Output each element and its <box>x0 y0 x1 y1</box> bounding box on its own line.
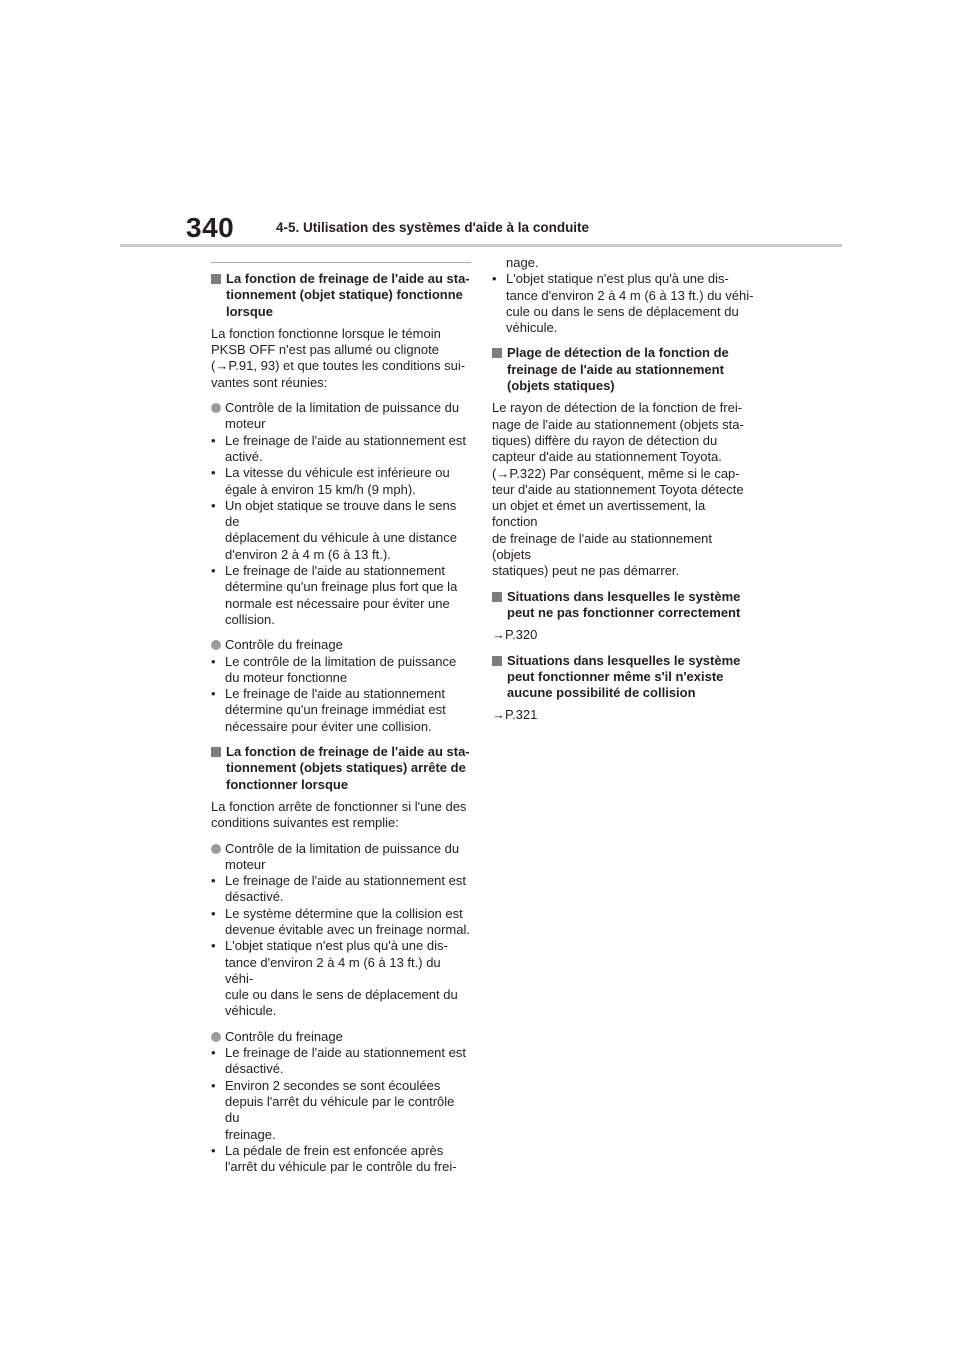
square-bullet-icon <box>211 747 221 757</box>
group-title: Contrôle du freinage <box>211 637 471 653</box>
page-reference[interactable]: →P.320 <box>492 627 538 643</box>
header-divider <box>120 244 842 247</box>
section-heading-no-collision: Situations dans lesquelles le système peut fonctionner même s'il n'existe aucune possibilité de collision <box>492 653 754 702</box>
circle-bullet-icon <box>211 640 221 650</box>
list-item: • Le freinage de l'aide au stationnement détermine qu'un freinage plus fort que la normale est nécessaire pour éviter une collision. <box>211 563 458 627</box>
condition-group <box>211 400 471 628</box>
page-number: 340 <box>186 212 235 243</box>
list-item: • Le freinage de l'aide au stationnement détermine qu'un freinage immédiat est nécessaire pour éviter une collision. <box>211 686 446 734</box>
right-column <box>492 255 754 733</box>
condition-group <box>211 841 471 1020</box>
square-bullet-icon <box>492 656 502 666</box>
section-divider <box>211 262 471 263</box>
section-heading-range: Plage de détection de la fonction de freinage de l'aide au stationnement (objets statiques) <box>492 345 754 394</box>
list-item: • La pédale de frein est enfoncée après l'arrêt du véhicule par le contrôle du frei- <box>211 1142 457 1175</box>
section-heading-stop: La fonction de freinage de l'aide au sta- tionnement (objets statiques) arrête de fonctionner lorsque <box>211 744 471 793</box>
group-title: Contrôle de la limitation de puissance du moteur <box>211 400 471 433</box>
continued-text: nage. <box>506 255 539 270</box>
list-item: • L'objet statique n'est plus qu'à une dis- tance d'environ 2 à 4 m (6 à 13 ft.) du véhi- cule ou dans le sens de déplacement du véhicule. <box>492 271 754 336</box>
section-heading-operation: La fonction de freinage de l'aide au sta- tionnement (objet statique) fonctionne lorsque <box>211 271 471 320</box>
list-item: • Le contrôle de la limitation de puissance du moteur fonctionne <box>211 653 457 685</box>
list-item: • Le freinage de l'aide au stationnement est désactivé. <box>211 873 466 905</box>
intro-paragraph: La fonction fonctionne lorsque le témoin PKSB OFF n'est pas allumé ou clignote (→P.91, 93) et que toutes les conditions sui- vantes sont réunies: <box>211 325 466 390</box>
range-paragraph: Le rayon de détection de la fonction de frei- nage de l'aide au stationnement (objets sta- tiques) diffère du rayon de détection du capteur d'aide au stationnement Toyota. (→P.322) Par conséquent, même si le cap- teur d'aide au stationnement Toyota détecte un objet et émet un avertissement, la fonction de freinage de l'aide au stationnement (objets statiques) peut ne pas démarrer. <box>492 400 744 579</box>
list-item: • Environ 2 secondes se sont écoulées depuis l'arrêt du véhicule par le contrôle du freinage. <box>211 1077 455 1142</box>
group-title: Contrôle de la limitation de puissance du moteur <box>211 841 471 874</box>
circle-bullet-icon <box>211 403 221 413</box>
condition-group <box>211 1029 471 1176</box>
list-item: • La vitesse du véhicule est inférieure ou égale à environ 15 km/h (9 mph). <box>211 465 450 497</box>
group-title: Contrôle du freinage <box>211 1029 471 1045</box>
circle-bullet-icon <box>211 844 221 854</box>
list-item: • Le freinage de l'aide au stationnement est désactivé. <box>211 1045 466 1077</box>
circle-bullet-icon <box>211 1032 221 1042</box>
list-item: • Le freinage de l'aide au stationnement est activé. <box>211 432 466 464</box>
left-column <box>211 255 471 1184</box>
condition-group <box>211 637 471 735</box>
list-item: • Un objet statique se trouve dans le sens de déplacement du véhicule à une distance d'environ 2 à 4 m (6 à 13 ft.). <box>211 497 457 562</box>
list-item: • Le système détermine que la collision est devenue évitable avec un freinage normal. <box>211 905 470 937</box>
square-bullet-icon <box>211 274 221 284</box>
square-bullet-icon <box>492 348 502 358</box>
intro-paragraph: La fonction arrête de fonctionner si l'une des conditions suivantes est remplie: <box>211 798 467 831</box>
page-reference[interactable]: →P.321 <box>492 707 538 723</box>
list-item: • L'objet statique n'est plus qu'à une dis- tance d'environ 2 à 4 m (6 à 13 ft.) du véhi- cule ou dans le sens de déplacement du véhicule. <box>211 938 458 1019</box>
section-title: 4-5. Utilisation des systèmes d'aide à la conduite <box>276 220 590 235</box>
section-heading-malfunction: Situations dans lesquelles le système peut ne pas fonctionner correctement <box>492 589 754 622</box>
square-bullet-icon <box>492 592 502 602</box>
